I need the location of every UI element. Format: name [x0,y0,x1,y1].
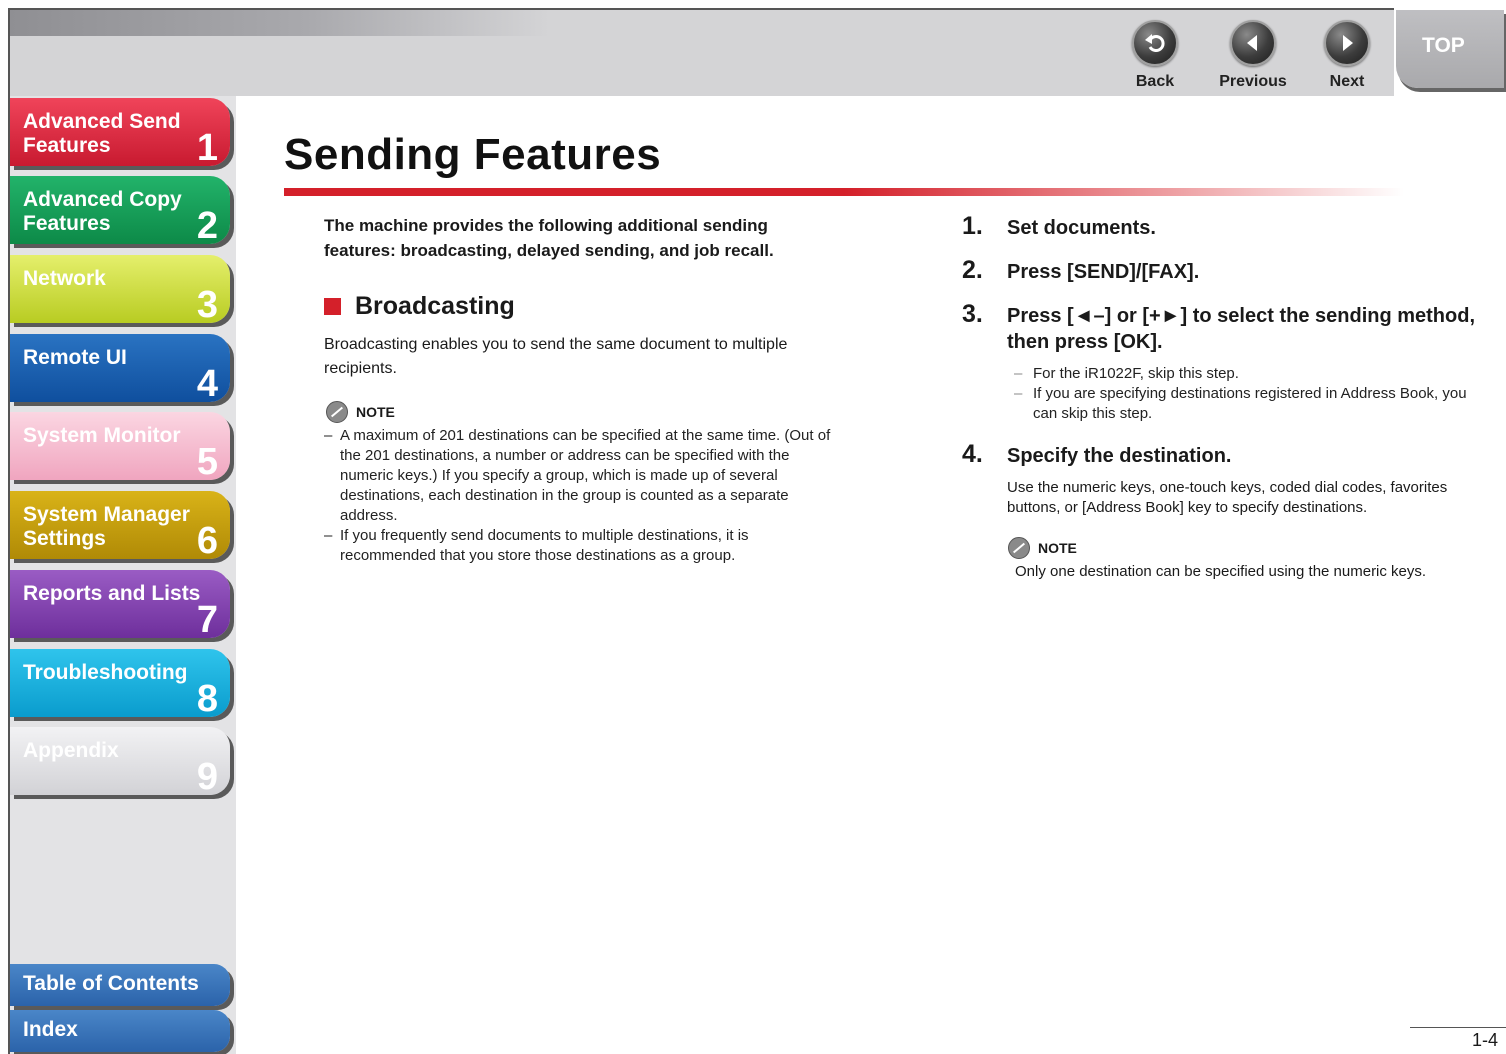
next-icon [1324,20,1370,66]
previous-button[interactable] [1208,20,1298,96]
step-text: Press [SEND]/[FAX]. [1007,261,1200,283]
page-title: Sending Features [284,130,662,179]
table-of-contents-label: Table of Contents [23,972,199,995]
chapter-number: 5 [196,441,218,483]
note-heading [1008,537,1077,559]
step-3-sub-list [1014,364,1494,424]
page-number: 1-4 [1471,1030,1498,1050]
step-text: Press [◄–] or [+►] to select the sending method, then press [OK]. [1007,305,1476,353]
section-body: Broadcasting enables you to send the same document to multiple recipients. [324,336,788,377]
step-number: 4. [962,440,983,468]
note-heading [326,401,395,423]
chapter-tab-9[interactable] [10,727,230,798]
index-label: Index [23,1018,78,1041]
next-button[interactable] [1302,20,1392,96]
chapter-number: 8 [196,678,218,720]
chapter-label: Appendix [23,739,119,762]
section-heading [324,292,515,321]
section-title: Broadcasting [355,292,515,320]
sub-item: – For the iR1022F, skip this step. [1014,364,1494,384]
chapter-tab-4[interactable] [10,334,230,405]
chapter-tab-6[interactable] [10,491,230,562]
next-label: Next [1329,73,1365,90]
chapter-label: System Manager Settings [23,503,190,550]
chapter-number: 3 [196,284,218,326]
note-body: Only one destination can be specified using the numeric keys. [1015,563,1427,580]
note-list [324,426,834,566]
note-label: NOTE [356,404,395,420]
chapter-label: Network [23,267,106,290]
pencil-note-icon [326,401,348,423]
step-4-body: Use the numeric keys, one-touch keys, coded dial codes, favorites buttons, or [Address Book] key to specify destinations. [1007,479,1448,516]
index-button[interactable] [10,1010,230,1052]
back-label: Back [1135,73,1175,90]
step-number: 1. [962,212,983,240]
chapter-label: Advanced Send Features [23,110,181,157]
title-underline [284,188,1404,196]
back-button[interactable] [1110,20,1200,96]
section-bullet-icon [324,298,341,315]
chapter-tab-3[interactable] [10,255,230,326]
chapter-label: Troubleshooting [23,661,188,684]
chapter-number: 4 [196,363,218,405]
step-text: Set documents. [1007,217,1156,239]
note-item: – A maximum of 201 destinations can be specified at the same time. (Out of the 201 destinations, a number or address can be specified with the numeric keys.) If you specify a group, which is made up of several destinations, each destination in the group is counted as a separate address. [324,426,834,526]
previous-icon [1230,20,1276,66]
chapter-number: 1 [196,127,218,169]
step-number: 2. [962,256,983,284]
note-item: – If you frequently send documents to multiple destinations, it is recommended that you store those destinations as a group. [324,526,834,566]
chapter-number: 9 [196,756,218,798]
chapter-number: 2 [196,205,218,247]
table-of-contents-button[interactable] [10,964,230,1006]
pencil-note-icon [1008,537,1030,559]
step-text: Specify the destination. [1007,445,1232,467]
chapter-tab-1[interactable] [10,98,230,169]
back-icon [1132,20,1178,66]
top-button[interactable] [1396,10,1504,88]
chapter-tab-2[interactable] [10,176,230,247]
chapter-tab-5[interactable] [10,412,230,483]
top-label: TOP [1422,34,1465,57]
chapter-label: System Monitor [23,424,181,447]
intro-text: The machine provides the following additional sending features: broadcasting, delayed sending, and job recall. [324,216,774,260]
chapter-number: 7 [196,599,218,641]
step-number: 3. [962,300,983,328]
chapter-label: Remote UI [23,346,127,369]
sub-item: – If you are specifying destinations registered in Address Book, you can skip this step. [1014,384,1494,424]
chapter-label: Advanced Copy Features [23,188,182,235]
chapter-tab-7[interactable] [10,570,230,641]
chapter-tab-8[interactable] [10,649,230,720]
chapter-label: Reports and Lists [23,582,201,605]
note-label: NOTE [1038,540,1077,556]
previous-label: Previous [1219,73,1287,90]
page-number-rule [1410,1027,1506,1028]
top-bar-strip [10,10,550,36]
chapter-number: 6 [196,520,218,562]
